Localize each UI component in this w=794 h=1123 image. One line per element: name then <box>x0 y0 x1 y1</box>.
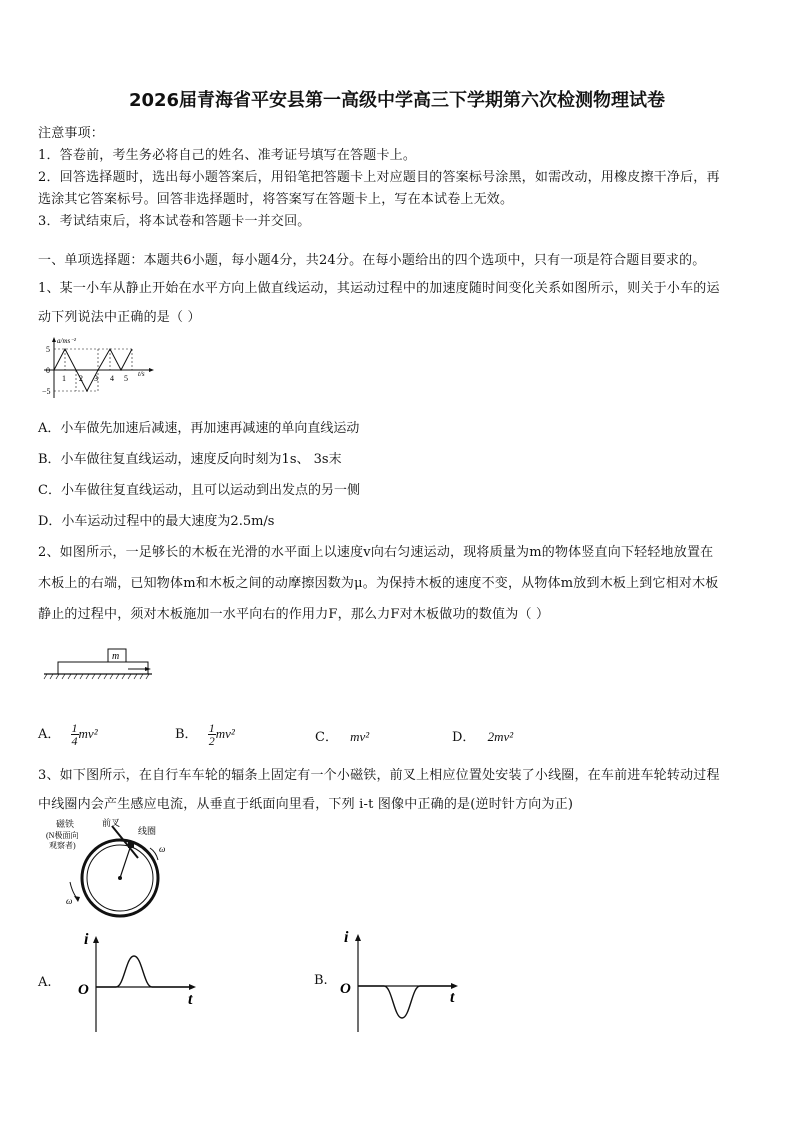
q1-graph-ylabel: a/ms⁻² <box>57 337 77 345</box>
q3-graph-b-origin: O <box>340 981 351 997</box>
q3-graph-b-t-label: t <box>450 989 455 1006</box>
q1-graph-xtick-5: 5 <box>124 374 128 383</box>
q3-label-magnet: 磁铁 <box>56 819 75 829</box>
q1-graph-xtick-3: 3 <box>94 374 98 383</box>
q2-option-b-value: mv² <box>215 726 235 741</box>
q2-option-d-label: D． <box>452 730 476 745</box>
q3-graph-a <box>74 928 204 1038</box>
q2-option-b-label: B． <box>175 727 198 742</box>
q3-graph-a-origin: O <box>78 982 89 998</box>
section-heading: 一、单项选择题：本题共6小题，每小题4分，共24分。在每小题给出的四个选项中，只有一项是符合题目要求的。 <box>38 253 706 268</box>
page-title: 2026届青海省平安县第一高级中学高三下学期第六次检测物理试卷 <box>128 90 666 111</box>
q3-label-omega-bottom: ω <box>66 896 73 906</box>
notice-line-3: 选涂其它答案标号。回答非选择题时，将答案写在答题卡上，写在本试卷上无效。 <box>38 192 514 207</box>
q3-label-fork: 前叉 <box>102 818 121 828</box>
q1-option-a: A．小车做先加速后减速，再加速再减速的单向直线运动 <box>38 421 360 436</box>
q3-option-b-label: B. <box>314 973 328 988</box>
q2-option-c-value: mv² <box>350 729 370 744</box>
q2-block-label: m <box>112 651 120 662</box>
q3-stem-line-1: 3、如下图所示，在自行车车轮的辐条上固定有一个小磁铁，前叉上相应位置处安装了小线圈，在车前进车轮转动过程 <box>38 768 720 783</box>
q2-option-a-numerator: 1 <box>71 721 78 735</box>
q3-stem-line-2: 中线圈内会产生感应电流，从垂直于纸面向里看，下列 i-t 图像中正确的是(逆时针方向为正) <box>38 797 574 812</box>
q1-graph-ytick-5: 5 <box>46 345 50 354</box>
q2-option-a-value: mv² <box>78 726 98 741</box>
q3-graph-b-curve <box>358 986 454 1018</box>
q1-option-b: B．小车做往复直线运动，速度反向时刻为1s、 3s末 <box>38 452 342 467</box>
q3-graph-b-i-label: i <box>344 929 349 946</box>
q1-graph-xtick-4: 4 <box>110 374 114 383</box>
q1-graph-xtick-2: 2 <box>79 374 83 383</box>
q3-label-magnet-note-2: 观察者) <box>49 841 76 850</box>
q2-option-a-fraction <box>71 722 79 747</box>
notice-line-2: 2．回答选择题时，选出每小题答案后，用铅笔把答题卡上对应题目的答案标号涂黑，如需改动，用橡皮擦干净后，再 <box>38 170 720 185</box>
q3-label-omega-top: ω <box>159 844 166 854</box>
q2-option-d-value: 2mv² <box>487 729 514 744</box>
notice-line-4: 3．考试结束后，将本试卷和答题卡一并交回。 <box>38 214 311 229</box>
q2-stem-line-1: 2、如图所示，一足够长的木板在光滑的水平面上以速度v向右匀速运动，现将质量为m的物体竖直向下轻轻地放置在 <box>38 545 714 560</box>
q3-label-coil: 线圈 <box>138 826 157 836</box>
q2-option-a-label: A． <box>38 727 61 742</box>
q1-stem-line-1: 1、某一小车从静止开始在水平方向上做直线运动，其运动过程中的加速度随时间变化关系如图所示，则关于小车的运 <box>38 281 720 296</box>
q1-option-d: D．小车运动过程中的最大速度为2.5m/s <box>38 514 275 529</box>
q1-graph-xlabel: t/s <box>138 370 145 378</box>
q2-option-a <box>38 722 98 747</box>
notice-heading: 注意事项： <box>38 126 105 141</box>
q1-graph-xtick-1: 1 <box>62 374 66 383</box>
q2-option-c <box>315 726 369 745</box>
q1-graph-ytick-0: 0 <box>46 366 50 375</box>
q2-option-b-fraction <box>208 722 216 747</box>
q3-option-a-label: A. <box>38 975 52 990</box>
q3-graph-b <box>336 926 466 1036</box>
q2-option-c-label: C． <box>315 730 338 745</box>
q2-option-b-numerator: 1 <box>208 721 215 735</box>
q2-option-a-denominator: 4 <box>71 734 78 748</box>
notice-line-1: 1．答卷前，考生务必将自己的姓名、准考证号填写在答题卡上。 <box>38 148 417 163</box>
q2-option-b-denominator: 2 <box>208 734 215 748</box>
q3-graph-a-i-label: i <box>84 931 89 948</box>
q2-option-b <box>175 722 235 747</box>
q1-stem-line-2: 动下列说法中正确的是（ ） <box>38 310 201 325</box>
q3-graph-a-curve <box>96 956 192 987</box>
q1-acceleration-graph <box>40 336 160 400</box>
q2-option-d <box>452 726 513 745</box>
q2-stem-line-2: 木板上的右端，已知物体m和木板之间的动摩擦因数为μ。为保持木板的速度不变，从物体m放到木板上到它相对木板 <box>38 576 719 591</box>
q2-board-diagram <box>44 646 154 682</box>
q1-option-c: C．小车做往复直线运动，且可以运动到出发点的另一侧 <box>38 483 360 498</box>
q3-graph-a-t-label: t <box>188 991 193 1008</box>
q3-label-magnet-note-1: (N极面向 <box>46 831 79 840</box>
q3-wheel-diagram <box>40 818 170 918</box>
q1-graph-ytick-neg5: −5 <box>42 387 51 396</box>
q2-stem-line-3: 静止的过程中，须对木板施加一水平向右的作用力F，那么力F对木板做功的数值为（ ） <box>38 607 550 622</box>
